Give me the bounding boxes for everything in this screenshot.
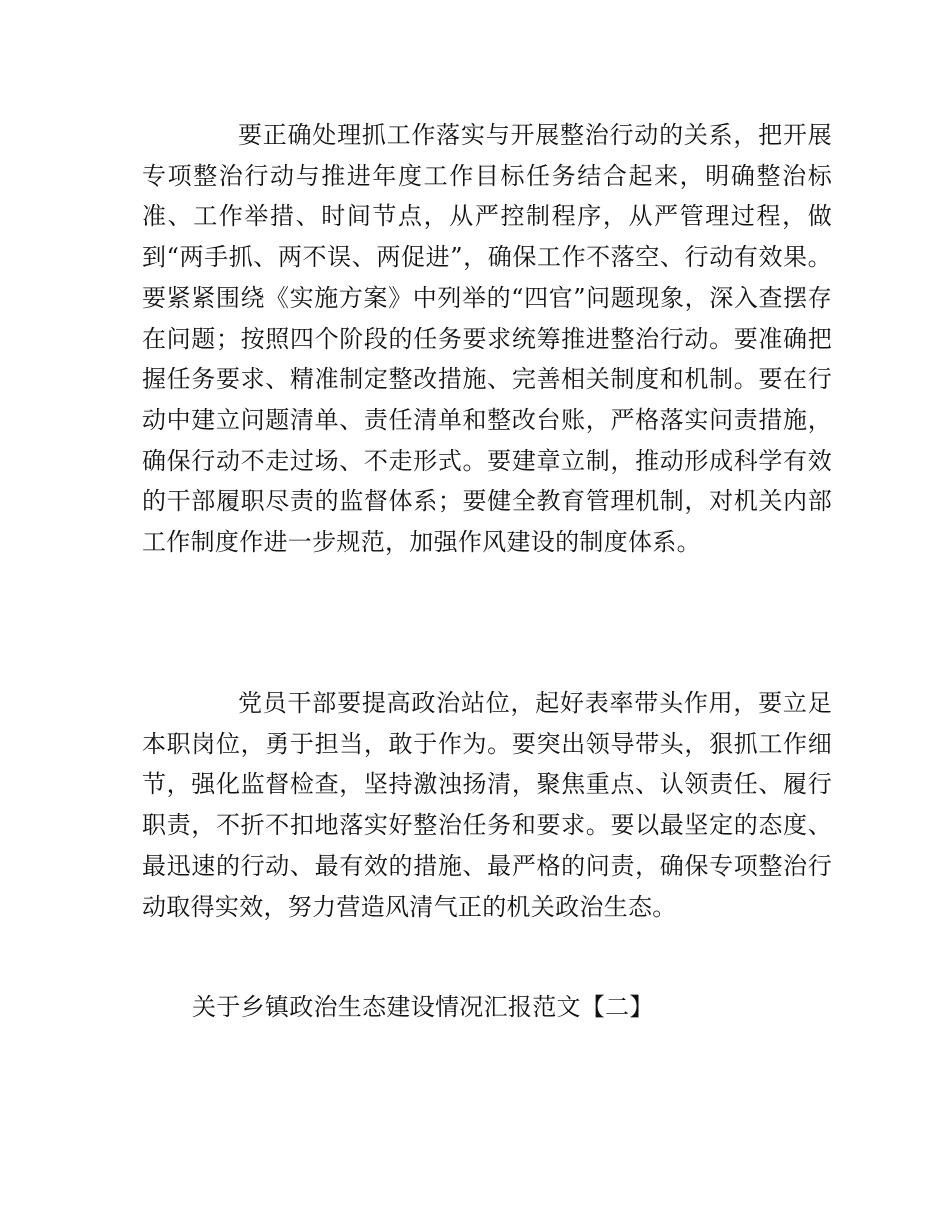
body-paragraph-1: 要正确处理抓工作落实与开展整治行动的关系，把开展专项整治行动与推进年度工作目标任务结合起来，明确整治标准、工作举措、时间节点，从严控制程序，从严管理过程，做到“两手抓、两不误、两促进”，确保工作不落空、行动有效果。要紧紧围绕《实施方案》中列举的“四官”问题现象，深入查摆存在问题；按照四个阶段的任务要求统筹推进整治行动。要准确把握任务要求、精准制定整改措施、完善相关制度和机制。要在行动中建立问题清单、责任清单和整改台账，严格落实问责措施，确保行动不走过场、不走形式。要建章立制，推动形成科学有效的干部履职尽责的监督体系；要健全教育管理机制，对机关内部工作制度作进一步规范，加强作风建设的制度体系。 — [142, 121, 832, 557]
section-heading: 关于乡镇政治生态建设情况汇报范文【二】 — [192, 993, 654, 1021]
body-paragraph-2: 党员干部要提高政治站位，起好表率带头作用，要立足本职岗位，勇于担当，敢于作为。要突出领导带头，狠抓工作细节，强化监督检查，坚持激浊扬清，聚焦重点、认领责任、履行职责，不折不扣地落实好整治任务和要求。要以最坚定的态度、最迅速的行动、最有效的措施、最严格的问责，确保专项整治行动取得实效，努力营造风清气正的机关政治生态。 — [142, 689, 832, 921]
